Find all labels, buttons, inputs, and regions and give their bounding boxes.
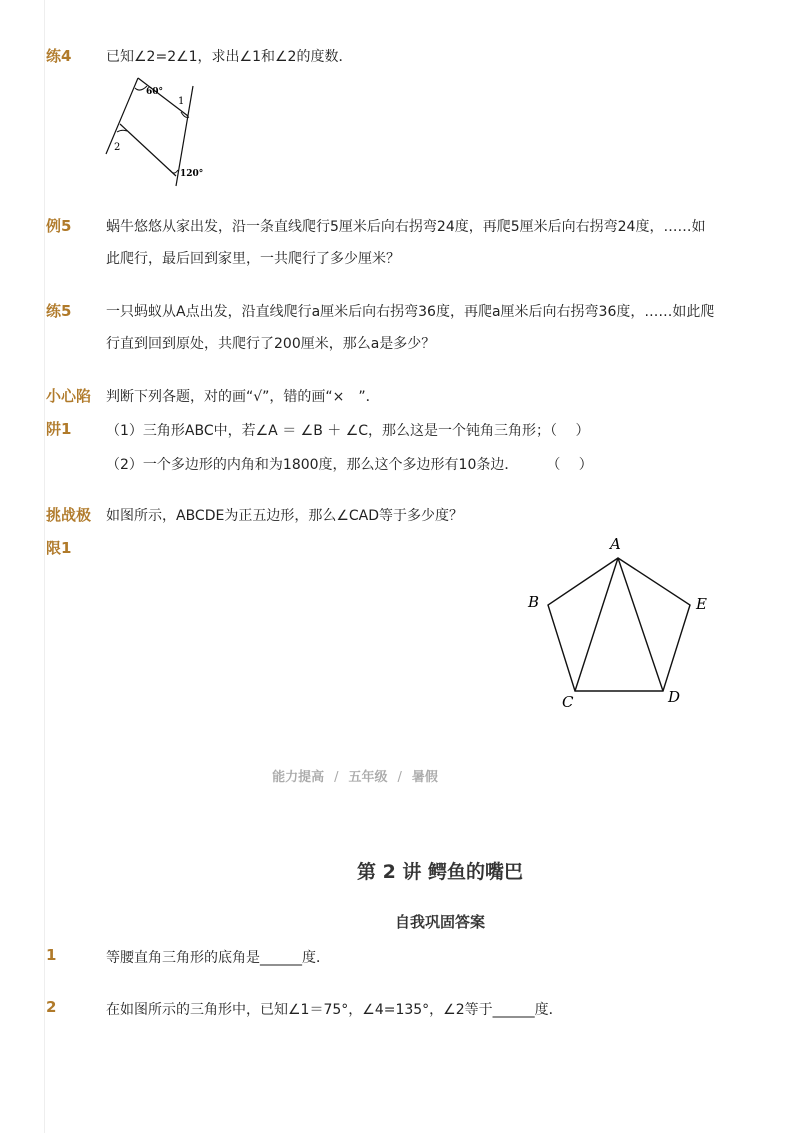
lecture-title: 第 2 讲 鳄鱼的嘴巴	[356, 861, 524, 883]
pentagon-figure	[520, 530, 720, 715]
answer-text-2: 在如图所示的三角形中，已知∠1＝75°，∠4=135°，∠2等于______度．	[106, 1002, 563, 1018]
angle-label-2: 2	[114, 142, 121, 153]
problem-label-lian4: 练4	[46, 47, 72, 65]
angle-arc-2	[117, 130, 127, 132]
footer-part2: 五年级	[348, 770, 388, 785]
diagonal-ac	[575, 558, 618, 691]
problem-text-lian5-line2: 行直到回到原处，共爬行了200厘米，那么a是多少？	[106, 336, 436, 352]
vertex-label-e: E	[696, 595, 707, 613]
answer-text-1: 等腰直角三角形的底角是______度．	[106, 950, 330, 966]
angle-label-1: 1	[178, 96, 185, 107]
answer-number-1: 1	[46, 946, 57, 964]
pentagon-shape	[548, 558, 690, 691]
vertex-label-a: A	[610, 535, 621, 553]
answer-number-2: 2	[46, 998, 57, 1016]
challenge-label-line1: 挑战极	[46, 506, 92, 524]
challenge-text: 如图所示，ABCDE为正五边形，那么∠CAD等于多少度？	[106, 508, 464, 524]
section-title: 自我巩固答案	[394, 913, 485, 931]
trap-label-line2: 阱1	[46, 420, 72, 438]
angle-label-top: 60°	[146, 87, 164, 97]
problem-text-lian4: 已知∠2=2∠1，求出∠1和∠2的度数．	[106, 49, 353, 65]
trap-intro: 判断下列各题，对的画“√”，错的画“× ”．	[106, 389, 380, 405]
trap-item-1: （1）三角形ABC中，若∠A ＝ ∠B ＋ ∠C，那么这是一个钝角三角形；（ ）	[106, 423, 590, 439]
angle-label-bottom: 120°	[180, 169, 204, 179]
page-footer	[0, 766, 710, 785]
angle-arc-bottom	[170, 170, 178, 173]
vertex-label-c: C	[562, 693, 574, 711]
vertex-label-b: B	[528, 593, 540, 611]
diagonal-ad	[618, 558, 663, 691]
footer-part3: 暑假	[411, 770, 438, 785]
vertex-label-d: D	[668, 688, 681, 706]
problem-label-li5: 例5	[46, 217, 72, 235]
problem-label-lian5: 练5	[46, 302, 72, 320]
problem-text-li5-line1: 蜗牛悠悠从家出发，沿一条直线爬行5厘米后向右拐弯24度，再爬5厘米后向右拐弯24度，……如	[106, 219, 706, 235]
trap-label-line1: 小心陷	[46, 387, 92, 405]
footer-sep-1: /	[334, 770, 339, 785]
problem-text-lian5-line1: 一只蚂蚁从A点出发，沿直线爬行a厘米后向右拐弯36度，再爬a厘米后向右拐弯36度，……如此爬	[106, 304, 715, 320]
problem-text-li5-line2: 此爬行，最后回到家里，一共爬行了多少厘米？	[106, 251, 400, 267]
figure-line-left	[106, 78, 138, 154]
trap-item-2: （2）一个多边形的内角和为1800度，那么这个多边形有10条边． （ ）	[106, 457, 593, 473]
challenge-label-line2: 限1	[46, 539, 72, 557]
figure-line-bottom	[120, 124, 176, 176]
left-margin-rule	[44, 0, 45, 1133]
footer-part1: 能力提高	[272, 770, 325, 785]
footer-sep-2: /	[397, 770, 402, 785]
angle-figure	[100, 76, 210, 188]
